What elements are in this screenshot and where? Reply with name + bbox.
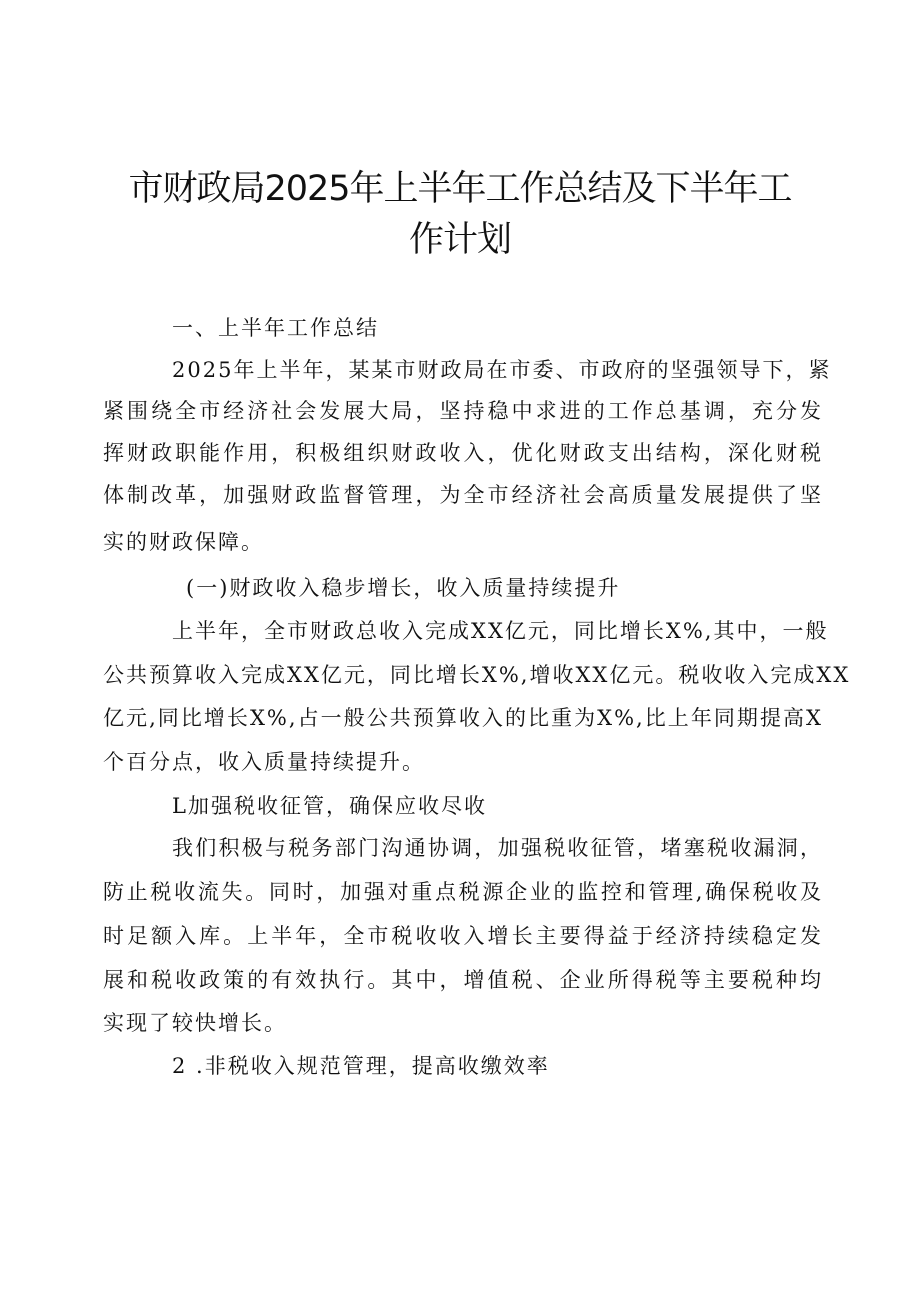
paragraph-line: 实的财政保障。 (103, 530, 264, 554)
paragraph-line: 防止税收流失。同时，加强对重点税源企业的监控和管理,确保税收及 (103, 880, 823, 904)
paragraph-line: 时足额入库。上半年，全市税收收入增长主要得益于经济持续稳定发 (103, 924, 823, 948)
item-heading: L加强税收征管，确保应收尽收 (172, 794, 487, 818)
document-title-line2: 作计划 (408, 220, 511, 260)
section-heading: 一、上半年工作总结 (172, 316, 379, 340)
item-heading: 2 .非税收入规范管理，提高收缴效率 (172, 1054, 550, 1078)
paragraph-line: 紧围绕全市经济社会发展大局，坚持稳中求进的工作总基调，充分发 (103, 399, 823, 423)
subsection-heading: (一)财政收入稳步增长，收入质量持续提升 (186, 576, 621, 600)
paragraph-line: 体制改革，加强财政监督管理，为全市经济社会高质量发展提供了坚 (103, 483, 823, 507)
paragraph-line: 实现了较快增长。 (103, 1011, 287, 1035)
paragraph-line: 挥财政职能作用，积极组织财政收入，优化财政支出结构，深化财税 (103, 441, 823, 465)
paragraph-line: 我们积极与税务部门沟通协调，加强税收征管，堵塞税收漏洞， (172, 836, 823, 860)
paragraph-line: 上半年，全市财政总收入完成XX亿元，同比增长X%,其中，一般 (172, 619, 829, 643)
paragraph-line: 2025年上半年，某某市财政局在市委、市政府的坚强领导下，紧 (172, 358, 832, 382)
document-title-line1: 市财政局2025年上半年工作总结及下半年工 (128, 169, 792, 209)
paragraph-line: 公共预算收入完成XX亿元，同比增长X%,增收XX亿元。税收收入完成XX (103, 663, 851, 687)
paragraph-line: 展和税收政策的有效执行。其中，增值税、企业所得税等主要税种均 (103, 968, 823, 992)
paragraph-line: 亿元,同比增长X%,占一般公共预算收入的比重为X%,比上年同期提高X (103, 706, 823, 730)
paragraph-line: 个百分点，收入质量持续提升。 (103, 750, 425, 774)
